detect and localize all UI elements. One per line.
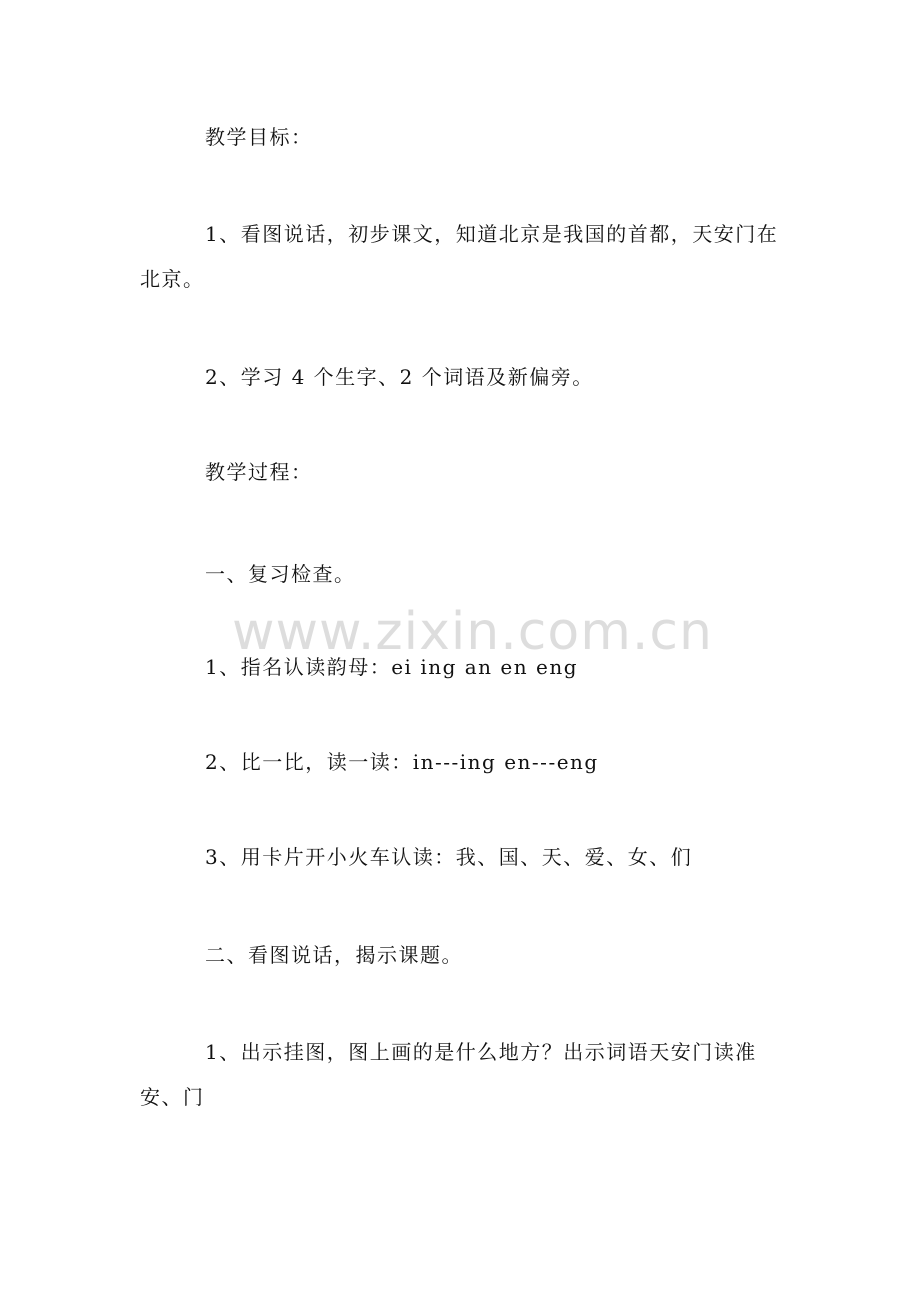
- goal-item-2: 2、学习 4 个生字、2 个词语及新偏旁。: [205, 365, 594, 389]
- section-review: 一、复习检查。: [205, 562, 356, 586]
- section-picture-talk: 二、看图说话，揭示课题。: [205, 943, 463, 967]
- picture-talk-item-1: 1、出示挂图，图上画的是什么地方？出示词语天安门读准安、门: [140, 1040, 757, 1109]
- review-item-3: 3、用卡片开小火车认读：我、国、天、爱、女、们: [205, 845, 693, 869]
- heading-teaching-process: 教学过程：: [205, 460, 313, 484]
- heading-teaching-goals: 教学目标：: [205, 125, 313, 149]
- review-item-1: 1、指名认读韵母：ei ing an en eng: [205, 655, 579, 679]
- watermark: www.zixin.com.cn: [232, 602, 713, 662]
- goal-item-1: 1、看图说话，初步课文，知道北京是我国的首都，天安门在北京。: [140, 222, 779, 291]
- review-item-2: 2、比一比，读一读：in---ing en---eng: [205, 750, 599, 774]
